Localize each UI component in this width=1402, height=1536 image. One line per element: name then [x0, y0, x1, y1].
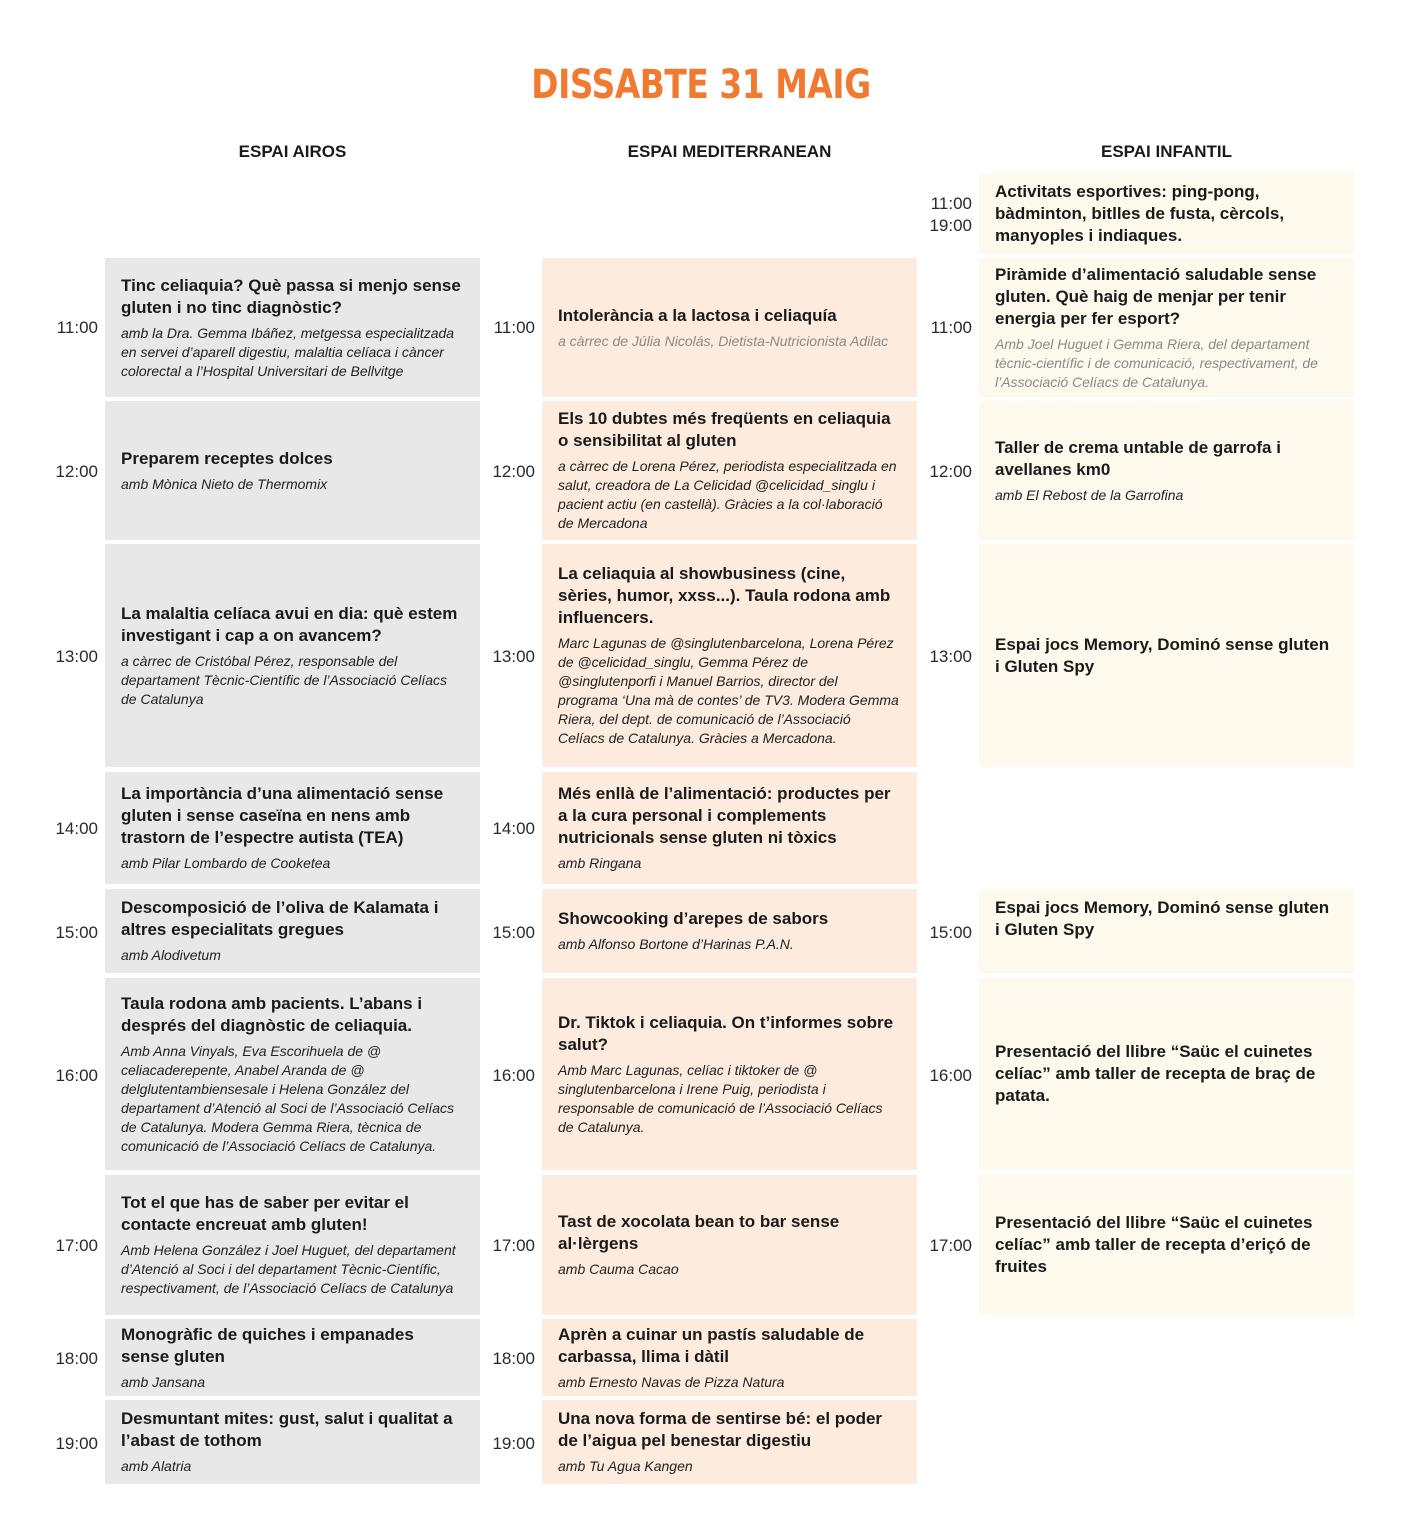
time-label: 17:00 — [55, 1236, 98, 1255]
session-speaker: amb Ernesto Navas de Pizza Natura — [558, 1373, 785, 1390]
session-card-mediterranean — [542, 1175, 917, 1315]
time-label: 16:00 — [929, 1066, 972, 1085]
session-card-airos — [105, 1319, 480, 1396]
time-label: 18:00 — [55, 1349, 98, 1368]
session-speaker: amb Alodivetum — [121, 947, 221, 963]
session-title: Més enllà de l’alimentació: productes per a la cura personal i complements nutricionals sense gluten ni tòxics — [558, 784, 891, 847]
session-card-mediterranean — [542, 1319, 917, 1396]
time-end: 19:00 — [929, 216, 972, 235]
session-speaker: amb Jansana — [121, 1373, 206, 1390]
session-card-infantil — [979, 258, 1354, 397]
session-title: Intolerància a la lactosa i celiaquía — [558, 305, 837, 325]
time-label: 11:00 — [493, 318, 535, 337]
time-label: 11:00 — [930, 318, 972, 337]
session-speaker: amb la Dra. Gemma Ibáñez, metgessa especialitzada en servei d’aparell digestiu, malaltia celíaca i càncer colorectal a l’Hospital Universitari de Bellvitge — [121, 324, 455, 379]
session-title: La celiaquia al showbusiness (cine, sèries, humor, xxss...). Taula rodona amb influencers. — [558, 564, 891, 627]
session-card-mediterranean — [542, 889, 917, 973]
session-speaker: Amb Anna Vinyals, Eva Escorihuela de @ celiacaderepente, Anabel Aranda de @ delglutentambiensesale i Helena González del departament d’Atenció al Soci de l’Associació Celíacs de Catalunya. Modera Gemma Riera, tècnica de comunicació de l’Associació Celíacs de Catalunya. — [121, 1042, 455, 1154]
session-card-infantil — [979, 544, 1354, 767]
session-card-airos — [105, 544, 480, 767]
session-speaker: amb Cauma Cacao — [558, 1261, 679, 1277]
session-title: Tast de xocolata bean to bar sense al·lèrgens — [558, 1212, 840, 1253]
session-card-airos — [105, 772, 480, 884]
time-label: 15:00 — [929, 923, 972, 942]
session-card-airos — [105, 401, 480, 540]
session-speaker: amb Mònica Nieto de Thermomix — [121, 475, 328, 492]
session-card-airos — [105, 978, 480, 1170]
session-title: Espai jocs Memory, Dominó sense gluten i Gluten Spy — [995, 634, 1330, 676]
time-label: 13:00 — [492, 647, 535, 666]
page-title: DISSABTE 31 MAIG — [531, 62, 871, 108]
session-title: Piràmide d’alimentació saludable sense gluten. Què haig de menjar per tenir energia per fer esport? — [995, 264, 1317, 328]
session-title: Descomposició de l’oliva de Kalamata i altres especialitats gregues — [121, 898, 439, 939]
session-card-infantil — [979, 401, 1354, 540]
session-title: Preparem receptes dolces — [121, 448, 333, 468]
session-speaker: a càrrec de Cristóbal Pérez, responsable del departament Tècnic-Científic de l’Associació Celíacs de Catalunya — [121, 652, 448, 707]
time-label: 15:00 — [492, 923, 535, 942]
session-title: Una nova forma de sentirse bé: el poder de l’aigua pel benestar digestiu — [558, 1409, 883, 1450]
time-label: 19:00 — [55, 1434, 98, 1453]
session-speaker: amb Alfonso Bortone d’Harinas P.A.N. — [558, 936, 794, 952]
time-label: 13:00 — [929, 647, 972, 666]
session-speaker: Amb Joel Huguet i Gemma Riera, del departament tècnic-científic i de comunicació, respectivament, de l’Associació Celíacs de Catalunya. — [995, 335, 1318, 390]
session-card-mediterranean — [542, 401, 917, 540]
session-speaker: Marc Lagunas de @singlutenbarcelona, Lorena Pérez de @celicidad_singlu, Gemma Pérez de @singlutenporfi i Manuel Barrios, director del programa ‘Una mà de contes’ de TV3. Modera Gemma Riera, del dept. de comunicació de l’Associació Celíacs de Catalunya. Gràcies a Mercadona. — [558, 635, 899, 746]
session-speaker: amb El Rebost de la Garrofina — [995, 486, 1184, 503]
time-label: 17:00 — [929, 1236, 972, 1255]
session-speaker: amb Pilar Lombardo de Cooketea — [121, 855, 331, 871]
session-card-airos — [105, 258, 480, 397]
session-card-mediterranean — [542, 258, 917, 397]
session-card-mediterranean — [542, 1400, 917, 1484]
time-label: 12:00 — [55, 462, 98, 481]
session-speaker: Amb Marc Lagunas, celíac i tiktoker de @ singlutenbarcelona i Irene Puig, periodista i responsable de comunicació de l’Associació Celíacs de Catalunya. — [558, 1061, 883, 1135]
time-label: 11:00 — [56, 318, 98, 337]
time-label — [912, 193, 972, 237]
time-label: 16:00 — [492, 1066, 535, 1085]
session-speaker: amb Alatria — [121, 1458, 192, 1474]
session-title: Tot el que has de saber per evitar el contacte encreuat amb gluten! — [121, 1193, 409, 1234]
time-label: 18:00 — [492, 1349, 535, 1368]
session-title: Espai jocs Memory, Dominó sense gluten i Gluten Spy — [995, 898, 1330, 939]
session-title: Desmuntant mites: gust, salut i qualitat a l’abast de tothom — [121, 1409, 453, 1450]
time-start: 11:00 — [930, 194, 972, 213]
session-speaker: a càrrec de Lorena Pérez, periodista especialitzada en salut, creadora de La Celicidad @celicidad_singlu i pacient actiu (en castellà). Gràcies a la col·laboració de Mercadona — [558, 458, 897, 531]
session-card-mediterranean — [542, 978, 917, 1170]
time-label: 19:00 — [492, 1434, 535, 1453]
session-speaker: amb Tu Agua Kangen — [558, 1458, 693, 1474]
time-label: 16:00 — [55, 1066, 98, 1085]
session-title: Monogràfic de quiches i empanades sense gluten — [121, 1324, 414, 1366]
session-card-airos — [105, 889, 480, 973]
session-title: Presentació del llibre “Saüc el cuinetes celíac” amb taller de recepta d’eriçó de fruites — [995, 1213, 1313, 1276]
session-card-mediterranean — [542, 772, 917, 884]
session-title: Taula rodona amb pacients. L’abans i després del diagnòstic de celiaquia. — [121, 993, 423, 1035]
session-title: Presentació del llibre “Saüc el cuinetes celíac” amb taller de recepta de braç de patata. — [995, 1042, 1316, 1105]
column-header-mediterranean: ESPAI MEDITERRANEAN — [627, 142, 832, 161]
time-label: 14:00 — [492, 819, 535, 838]
session-speaker: Amb Helena González i Joel Huguet, del departament d’Atenció al Soci i del departament Tècnic-Científic, respectivament, de l’Associació Celíacs de Catalunya — [121, 1242, 456, 1296]
session-title: Tinc celiaquia? Què passa si menjo sense gluten i no tinc diagnòstic? — [121, 275, 461, 317]
session-card-airos — [105, 1175, 480, 1315]
session-title: Aprèn a cuinar un pastís saludable de carbassa, llima i dàtil — [558, 1324, 865, 1366]
session-speaker: a càrrec de Júlia Nicolás, Dietista-Nutricionista Adilac — [558, 332, 889, 349]
time-label: 12:00 — [492, 462, 535, 481]
session-card-airos — [105, 1400, 480, 1484]
column-header-airos: ESPAI AIROS — [238, 142, 347, 161]
time-label: 14:00 — [55, 819, 98, 838]
time-label: 15:00 — [55, 923, 98, 942]
session-title: Taller de crema untable de garrofa i avellanes km0 — [995, 437, 1281, 479]
session-card-infantil — [979, 889, 1354, 973]
session-card-mediterranean — [542, 544, 917, 767]
session-card-infantil — [979, 1175, 1354, 1315]
time-label: 12:00 — [929, 462, 972, 481]
session-title: Els 10 dubtes més freqüents en celiaquia o sensibilitat al gluten — [558, 409, 891, 450]
session-title: Dr. Tiktok i celiaquia. On t’informes sobre salut? — [558, 1012, 894, 1054]
session-title: Activitats esportives: ping-pong, bàdminton, bitlles de fusta, cèrcols, manyoples i indiaques. — [995, 181, 1285, 245]
session-title: Showcooking d’arepes de sabors — [558, 909, 829, 928]
session-card-infantil — [979, 978, 1354, 1170]
time-label: 13:00 — [55, 647, 98, 666]
session-card-infantil — [979, 173, 1354, 254]
session-title: La importància d’una alimentació sense gluten i sense caseïna en nens amb trastorn de l’espectre autista (TEA) — [121, 784, 444, 847]
session-title: La malaltia celíaca avui en dia: què estem investigant i cap a on avancem? — [121, 603, 458, 645]
column-header-infantil: ESPAI INFANTIL — [1101, 142, 1232, 161]
time-label: 17:00 — [492, 1236, 535, 1255]
session-speaker: amb Ringana — [558, 855, 642, 871]
